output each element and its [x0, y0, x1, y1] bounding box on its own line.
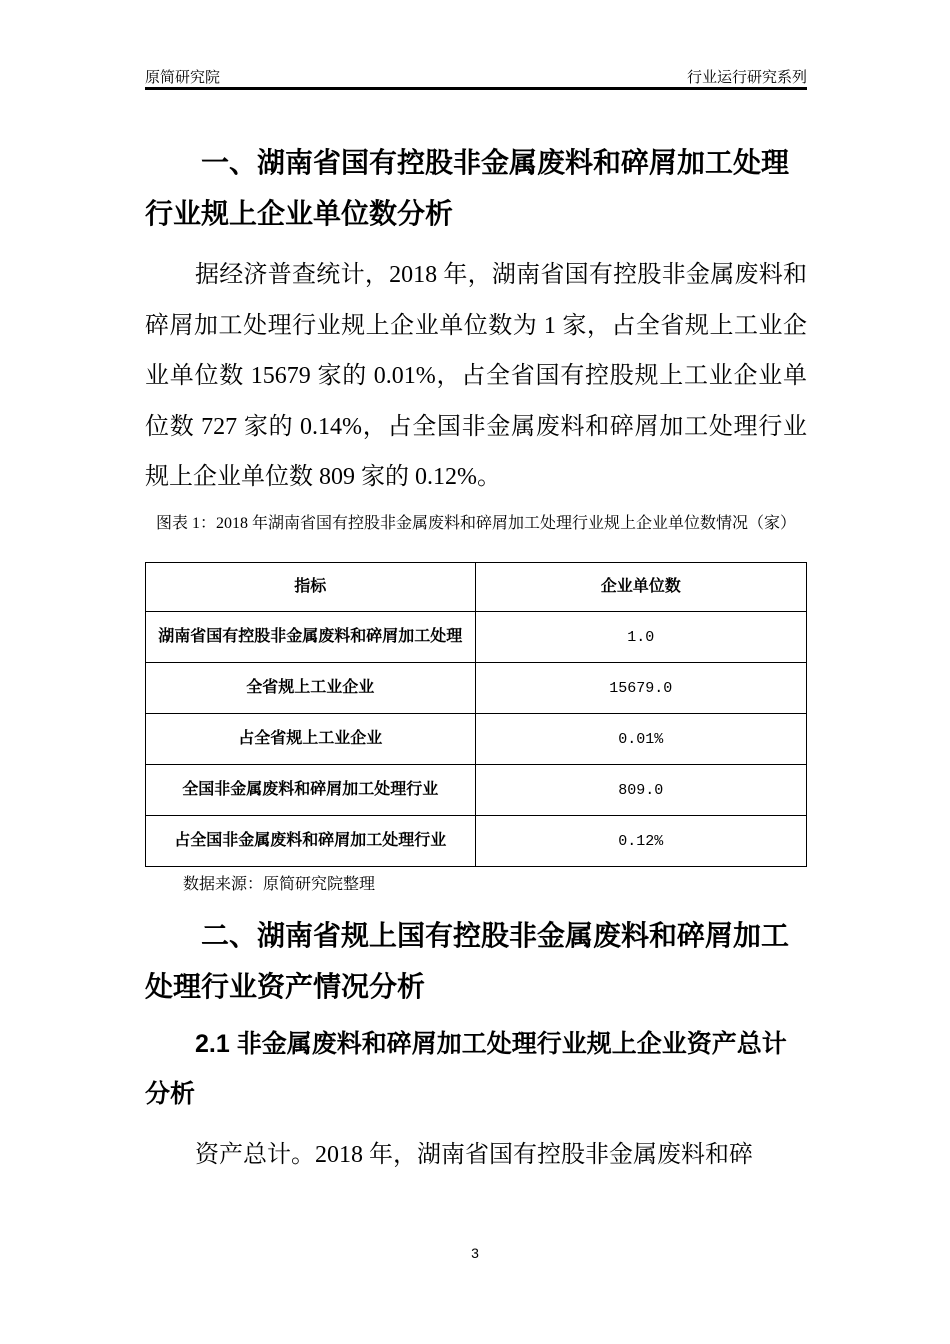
section2-subheading: 2.1 非金属废料和碎屑加工处理行业规上企业资产总计分析: [145, 1030, 787, 1108]
page-number: 3: [471, 1245, 479, 1261]
section1-heading: 一、湖南省国有控股非金属废料和碎屑加工处理行业规上企业单位数分析: [145, 147, 790, 229]
row-value: 0.12%: [475, 816, 806, 867]
section2-heading: 二、湖南省规上国有控股非金属废料和碎屑加工处理行业资产情况分析: [145, 920, 790, 1002]
row-label: 湖南省国有控股非金属废料和碎屑加工处理: [146, 612, 476, 663]
table-row: [146, 714, 807, 765]
row-label: 全国非金属废料和碎屑加工处理行业: [146, 765, 476, 816]
table-row: [146, 816, 807, 867]
row-value: 0.01%: [475, 714, 806, 765]
header-series: 行业运行研究系列: [686, 69, 807, 86]
header-org: 原简研究院: [145, 69, 221, 86]
column-header: 指标: [146, 563, 476, 612]
table-row: [146, 765, 807, 816]
row-value: 1.0: [475, 612, 806, 663]
row-label: 占全国非金属废料和碎屑加工处理行业: [146, 816, 476, 867]
row-value: 15679.0: [475, 663, 806, 714]
table-row: [146, 612, 807, 663]
table-row: [146, 663, 807, 714]
section2-paragraph: 资产总计。2018 年，湖南省国有控股非金属废料和碎: [195, 1142, 753, 1168]
section1-paragraph: 据经济普查统计，2018 年，湖南省国有控股非金属废料和碎屑加工处理行业规上企业单位数为 1 家，占全省规上工业企业单位数 15679 家的 0.01%，占全省国有控股规上工业企业单位数 727 家的 0.14%，占全国非金属废料和碎屑加工处理行业规上企业单位数 809 家的 0.12%。: [145, 262, 807, 490]
row-label: 全省规上工业企业: [146, 663, 476, 714]
data-table: [145, 562, 807, 867]
table1-source: 数据来源：原简研究院整理: [183, 876, 376, 893]
row-label: 占全省规上工业企业: [146, 714, 476, 765]
row-value: 809.0: [475, 765, 806, 816]
column-header: 企业单位数: [475, 563, 806, 612]
header-rule: [145, 87, 807, 90]
table1-caption: 图表 1：2018 年湖南省国有控股非金属废料和碎屑加工处理行业规上企业单位数情况（家）: [155, 515, 796, 532]
table-header-row: [146, 563, 807, 612]
